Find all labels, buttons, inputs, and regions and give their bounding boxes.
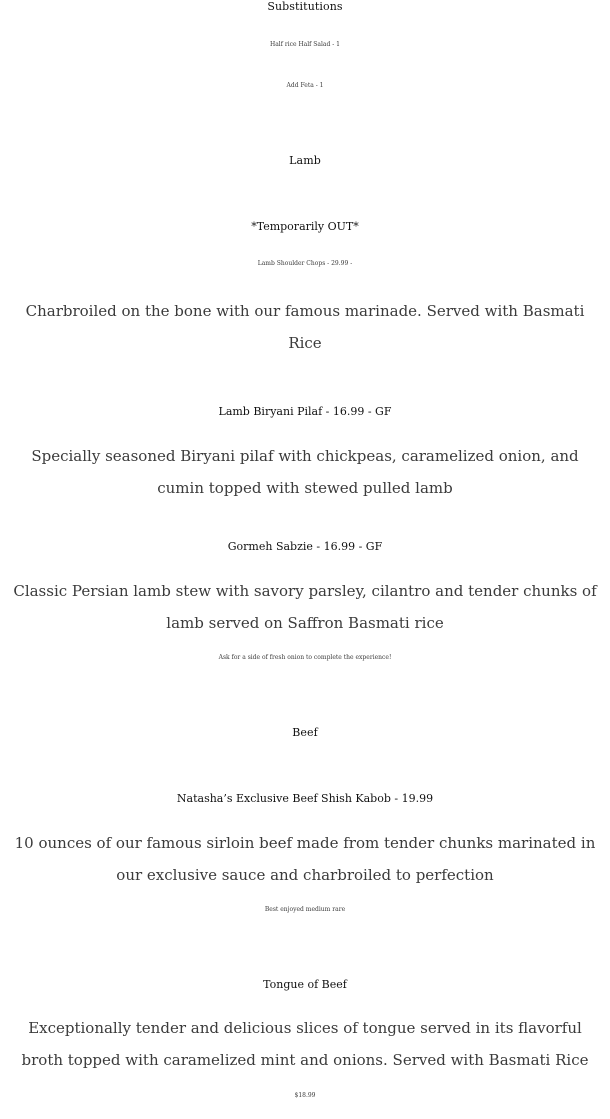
beef-shish-kabob-note: Best enjoyed medium rare — [264, 906, 346, 913]
substitution-item-half-rice: Half rice Half Salad - 1 — [269, 41, 340, 48]
beef-shish-kabob-description — [0, 827, 610, 891]
lamb-heading: Lamb — [289, 154, 321, 167]
beef-heading: Beef — [292, 726, 318, 739]
description-line: lamb served on Saffron Basmati rice — [166, 614, 444, 632]
description-line: Classic Persian lamb stew with savory parsley, cilantro and tender chunks of — [13, 582, 597, 600]
description-line: Charbroiled on the bone with our famous marinade. Served with Basmati — [25, 302, 585, 320]
gormeh-sabzie-note: Ask for a side of fresh onion to complete the experience! — [218, 654, 392, 661]
description-line: Exceptionally tender and delicious slices of tongue served in its flavorful — [28, 1019, 582, 1037]
beef-shish-kabob-title: Natasha’s Exclusive Beef Shish Kabob - 19.99 — [176, 792, 434, 805]
description-line: cumin topped with stewed pulled lamb — [157, 479, 453, 497]
description-line: our exclusive sauce and charbroiled to perfection — [116, 866, 494, 884]
gormeh-sabzie-title: Gormeh Sabzie - 16.99 - GF — [227, 540, 383, 553]
lamb-biryani-pilaf-description — [0, 440, 610, 504]
gormeh-sabzie-description — [0, 575, 610, 639]
tongue-of-beef-price: $18.99 — [294, 1092, 316, 1099]
lamb-shoulder-chops-title: Lamb Shoulder Chops - 29.99 - — [257, 260, 353, 267]
description-line: broth topped with caramelized mint and onions. Served with Basmati Rice — [21, 1051, 589, 1069]
substitution-item-add-feta: Add Feta - 1 — [286, 82, 324, 89]
substitutions-heading: Substitutions — [267, 0, 343, 13]
description-line: Specially seasoned Biryani pilaf with chickpeas, caramelized onion, and — [31, 447, 579, 465]
temporarily-out-notice: *Temporarily OUT* — [251, 220, 359, 233]
tongue-of-beef-title: Tongue of Beef — [263, 978, 347, 991]
description-line: Rice — [288, 334, 322, 352]
lamb-biryani-pilaf-title: Lamb Biryani Pilaf - 16.99 - GF — [218, 405, 392, 418]
lamb-shoulder-chops-description — [0, 295, 610, 359]
description-line: 10 ounces of our famous sirloin beef made from tender chunks marinated in — [14, 834, 596, 852]
tongue-of-beef-description — [0, 1012, 610, 1076]
